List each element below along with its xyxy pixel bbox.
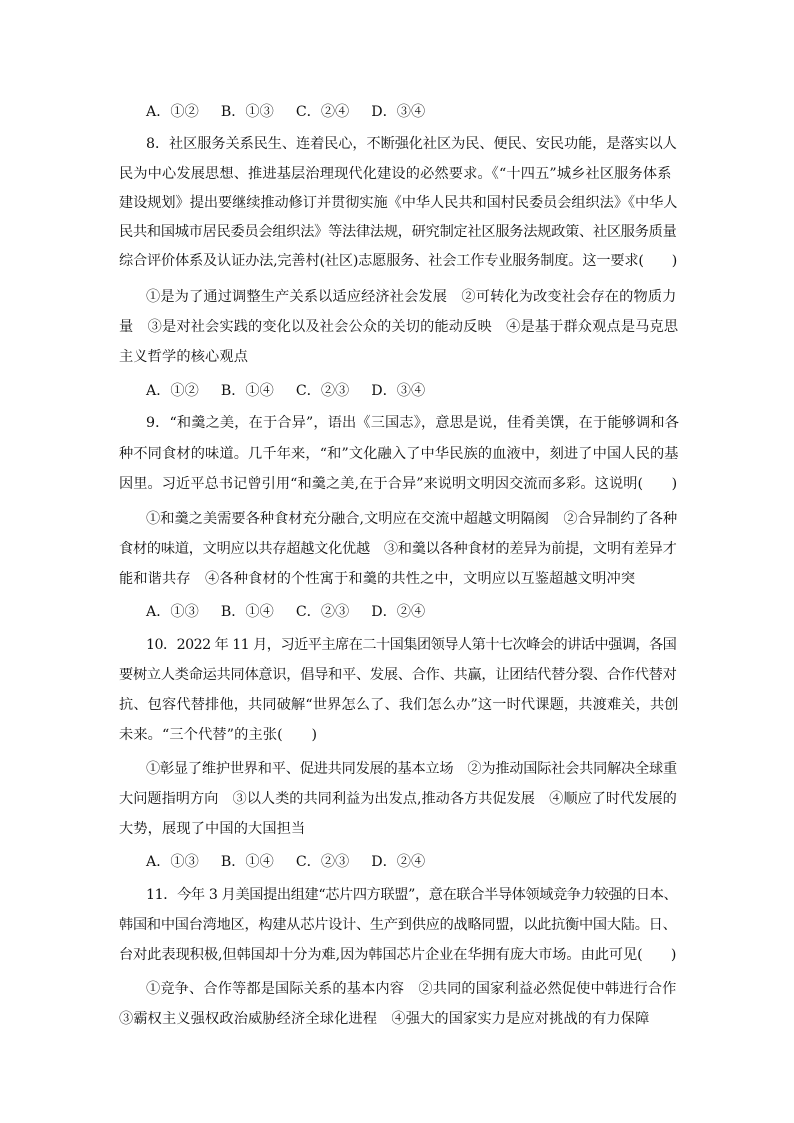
q8-option-a[interactable]: A．①② xyxy=(146,383,199,399)
q9-stem-line-3: 因里。习近平总书记曾引用“和羹之美,在于合异”来说明文明因交流而多彩。这说明( ) xyxy=(119,476,678,492)
q10-choice-line-1: ①彰显了维护世界和平、促进共同发展的基本立场 ②为推动国际社会共同解决全球重 xyxy=(146,761,677,777)
q10-stem-line-1: 10．2022 年 11 月，习近平主席在二十国集团领导人第十七次峰会的讲话中强调，各国 xyxy=(146,637,677,653)
q8-stem-line-2: 民为中心发展思想、推进基层治理现代化建设的必然要求。《“十四五”城乡社区服务体系 xyxy=(119,166,672,182)
q9-option-b[interactable]: B．①④ xyxy=(220,604,274,620)
q7-option-a[interactable]: A．①② xyxy=(146,104,199,120)
q8-stem-line-1: 8．社区服务关系民生、连着民心，不断强化社区为民、便民、安民功能，是落实以人 xyxy=(146,136,677,152)
q8-option-b[interactable]: B．①④ xyxy=(220,383,274,399)
q10-stem-line-2: 要树立人类命运共同体意识，倡导和平、发展、合作、共赢，让团结代替分裂、合作代替对 xyxy=(119,667,677,683)
q9-option-a[interactable]: A．①③ xyxy=(146,604,199,620)
q8-choice-line-3: 主义哲学的核心观点 xyxy=(119,349,249,365)
q11-choice-line-1: ①竞争、合作等都是国际关系的基本内容 ②共同的国家利益必然促使中韩进行合作 xyxy=(146,981,677,997)
q9-choice-line-1: ①和羹之美需要各种食材充分融合,文明应在交流中超越文明隔阂 ②合异制约了各种 xyxy=(146,511,678,527)
q7-option-c[interactable]: C．②④ xyxy=(295,104,350,120)
q11-stem-line-2: 韩国和中国台湾地区，构建从芯片设计、生产到供应的战略同盟，以此抗衡中国大陆。日、 xyxy=(119,917,677,933)
q8-stem-line-3: 建设规划》提出要继续推动修订并贯彻实施《中华人民共和国村民委员会组织法》《中华人 xyxy=(119,195,678,211)
q10-stem-line-4: 未来。“三个代替”的主张( ) xyxy=(119,727,318,743)
q9-choice-line-3: 能和谐共存 ④各种食材的个性寓于和羹的共性之中，文明应以互鉴超越文明冲突 xyxy=(119,571,636,587)
q9-options xyxy=(146,601,425,623)
q8-option-c[interactable]: C．②③ xyxy=(295,383,350,399)
q10-stem-line-3: 抗、包容代替排他，共同破解“世界怎么了、我们怎么办”这一时代课题，共渡难关，共创 xyxy=(119,697,679,713)
q8-choice-line-2: 量 ③是对社会实践的变化以及社会公众的关切的能动反映 ④是基于群众观点是马克思 xyxy=(119,319,679,335)
q10-option-a[interactable]: A．①③ xyxy=(146,854,199,870)
q9-stem-line-2: 种不同食材的味道。几千年来，“和”文化融入了中华民族的血液中，刻进了中国人民的基 xyxy=(119,446,679,462)
q8-stem-line-5: 综合评价体系及认证办法,完善村(社区)志愿服务、社会工作专业服务制度。这一要求( ) xyxy=(119,253,678,269)
q7-options xyxy=(146,101,425,123)
q8-stem-line-4: 民共和国城市居民委员会组织法》等法律法规，研究制定社区服务法规政策、社区服务质量 xyxy=(119,224,677,240)
q9-option-c[interactable]: C．②③ xyxy=(295,604,350,620)
q10-options xyxy=(146,851,425,873)
q11-stem-line-3: 台对此表现积极,但韩国却十分为难,因为韩国芯片企业在华拥有庞大市场。由此可见( ) xyxy=(119,947,677,963)
q8-choice-line-1: ①是为了通过调整生产关系以适应经济社会发展 ②可转化为改变社会存在的物质力 xyxy=(146,289,677,305)
q10-option-d[interactable]: D．②④ xyxy=(371,854,426,870)
q10-option-c[interactable]: C．②③ xyxy=(295,854,350,870)
q9-option-d[interactable]: D．②④ xyxy=(371,604,426,620)
q10-choice-line-2: 大问题指明方向 ③以人类的共同利益为出发点,推动各方共促发展 ④顺应了时代发展的 xyxy=(119,791,677,807)
q7-option-d[interactable]: D．③④ xyxy=(371,104,426,120)
q9-choice-line-2: 食材的味道，文明应以共存超越文化优越 ③和羹以各种食材的差异为前提，文明有差异才 xyxy=(119,541,677,557)
q10-choice-line-3: 大势，展现了中国的大国担当 xyxy=(119,821,306,837)
q10-option-b[interactable]: B．①④ xyxy=(220,854,274,870)
q11-stem-line-1: 11．今年 3 月美国提出组建“芯片四方联盟”，意在联合半导体领域竞争力较强的日本、 xyxy=(146,887,678,903)
q8-options xyxy=(146,380,425,402)
q8-option-d[interactable]: D．③④ xyxy=(371,383,426,399)
q11-choice-line-2: ③霸权主义强权政治威胁经济全球化进程 ④强大的国家实力是应对挑战的有力保障 xyxy=(119,1011,650,1027)
q9-stem-line-1: 9．“和羹之美，在于合异”，语出《三国志》，意思是说，佳肴美馔，在于能够调和各 xyxy=(146,415,680,431)
q7-option-b[interactable]: B．①③ xyxy=(220,104,274,120)
